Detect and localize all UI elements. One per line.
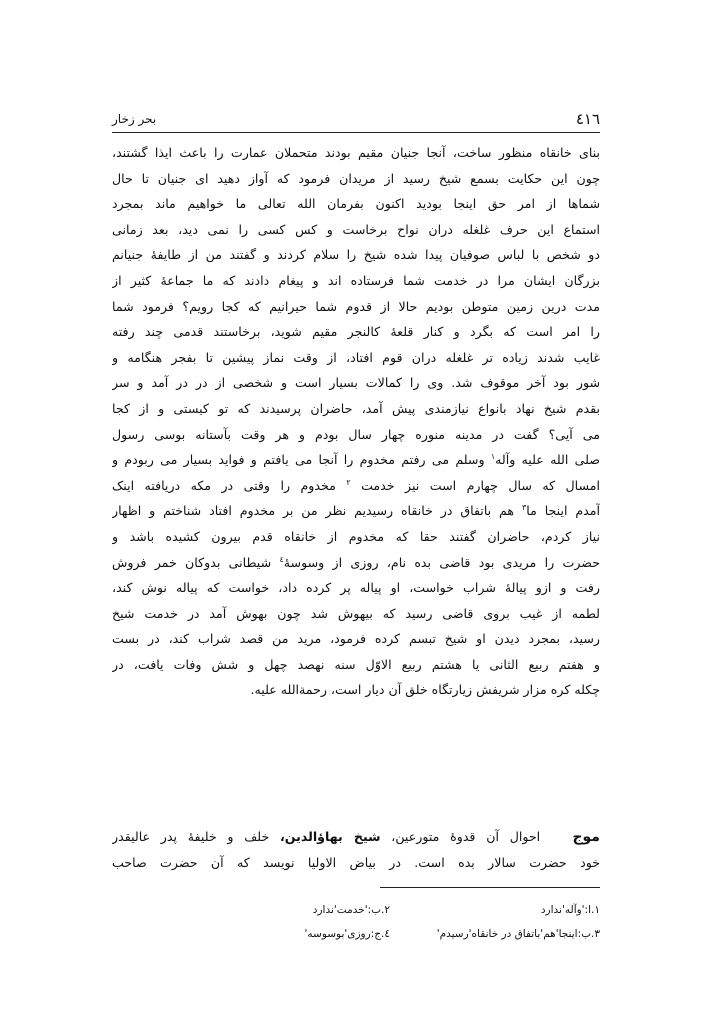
footnote-marker: ٢	[346, 477, 351, 487]
text-line: چون این حکایت بسمع شیخ رسید از مریدان فرمود که آواز دهید ای جنیان تا حال	[112, 170, 600, 186]
footnote: ٤.ج:روزی'بوسوسه'	[304, 928, 390, 940]
text-segment: هم باتفاق در خانقاه رسیدیم نظر من بر مخدوم افتاد شناختم و اظهار	[112, 503, 515, 519]
text-segment: حضرت را مریدی بود قاضی بده نام، روزی از وسوسهٔ	[283, 554, 600, 570]
text-line: بنای خانقاه منظور ساخت، آنجا جنیان مقیم بودند متحملان عمارت را باعث ایذا گشتند،	[112, 145, 600, 160]
footnote-marker: ٤	[279, 554, 284, 564]
text-segment: صلی الله علیه وآله	[495, 452, 600, 468]
person-name: شیخ بهاؤالدین،	[280, 829, 381, 844]
text-segment: خلف و خلیفهٔ پدر عالیقدر	[112, 829, 270, 844]
text-segment: احوال آن قدوهٔ متورعین،	[391, 829, 541, 844]
text-line: نیاز کردم، حاضران گفتند حقا که مخدوم از خانقاه قدم بیرون کشیده باشد و	[112, 528, 600, 544]
text-line: مدت درین زمین متوطن بودیم حالا از قدوم شما حیرانیم که کجا رویم؟ فرمود شما	[112, 298, 600, 314]
text-line: غایب شدند زیاده تر غلغله دران قوم افتاد، از وقت نماز پیشین تا بفجر هنگامه و	[112, 349, 600, 365]
text-line: و هفتم ربیع الثانی یا هشتم ربیع الاوّل سنه نهصد چهل و شش وفات یافت، در	[112, 656, 600, 672]
text-line	[112, 447, 600, 473]
text-line: رفت و ازو پیالهٔ شراب خواست، او پیاله پر کرده داد، خواست که پیاله نوش کند،	[112, 580, 600, 596]
page-header	[112, 104, 600, 133]
footnote-marker: ٣	[521, 503, 527, 513]
text-segment: شیطانی بدوکان خمر فروش	[112, 554, 272, 570]
text-segment: مخدوم را وقتی در مکه دریافته اینک	[112, 477, 336, 493]
entry-keyword: موج	[572, 829, 600, 845]
text-segment: وسلم می رفتم مخدوم را آنجا می یافتم و فواید بسیار می ربودم و	[112, 452, 485, 468]
footnote-row	[112, 898, 600, 922]
footnote-marker: ١	[490, 451, 496, 461]
text-line: شور بود آخر موقوف شد. وی را کمالات بسیار است و شخصی از در در آمد و سر	[112, 375, 600, 391]
text-line: لطمه از غیب بروی قاضی رسید که بیهوش شد چون بهوش آمد در خدمت شیخ	[112, 605, 600, 621]
text-line: بقدم شیخ نهاد بانواع نیازمندی پیش آمد، حاضران پرسیدند که تو کیستی و از کجا	[112, 400, 600, 416]
page-number: ٤١٦	[575, 110, 600, 128]
text-segment: آمدم اینجا ما	[526, 503, 600, 519]
second-paragraph	[112, 824, 600, 875]
text-line: شماها از امر حق اینجا بودید اکنون بفرمان الله تعالی ما خواهیم ماند بمجرد	[112, 196, 600, 212]
main-paragraph	[112, 140, 600, 703]
text-line: می آیی؟ گفت در مدینه منوره چهار سال بودم و هر وقت بآستانه بوسی رسول	[112, 426, 600, 442]
running-head: بحر زخار	[112, 112, 157, 126]
footnote-divider	[380, 887, 600, 888]
text-line: استماع این حرف غلغله دران نواح برخاست و کس کسی را نمی دید، بعد زمانی	[112, 221, 600, 237]
text-line: را امر است که بگرد و کنار قلعهٔ کالنجر مقیم شوید، برخاستند قدمی چند رفته	[112, 324, 600, 340]
text-line	[112, 498, 600, 524]
text-line	[112, 473, 600, 499]
text-line: بزرگان ایشان مرا در خدمت شما فرستاده اند و پیغام دادند که ما جماعهٔ کثیر از	[112, 272, 600, 288]
text-segment: امسال که سال چهارم است نیز خدمت	[361, 477, 600, 493]
footnotes	[112, 898, 600, 946]
text-line: دو شخص با لباس صوفیان پیدا شده شیخ را سلام کردند و گفتند من از طایفهٔ جنیانم	[112, 247, 600, 263]
footnote: ١.ا:'وآله'ندارد	[540, 904, 600, 916]
text-line: خود حضرت سالار بده است. در بیاض الاولیا نویسد که آن حضرت صاحب	[112, 854, 600, 870]
text-line	[112, 550, 600, 576]
text-line: رسید، بمجرد دیدن او شیخ تبسم کرده فرمود، مرید من قصد شراب کند، در بست	[112, 631, 600, 647]
footnote: ٢.ب:'خدمت'ندارد	[312, 904, 390, 916]
text-line: چکله کره مزار شریفش زیارتگاه خلق آن دیار است، رحمةالله علیه.	[250, 682, 600, 698]
footnote: ٣.ب:اینجا'هم'باتفاق در خانقاه'رسیدم'	[436, 928, 600, 940]
text-line	[112, 824, 600, 850]
footnote-row	[112, 922, 600, 946]
